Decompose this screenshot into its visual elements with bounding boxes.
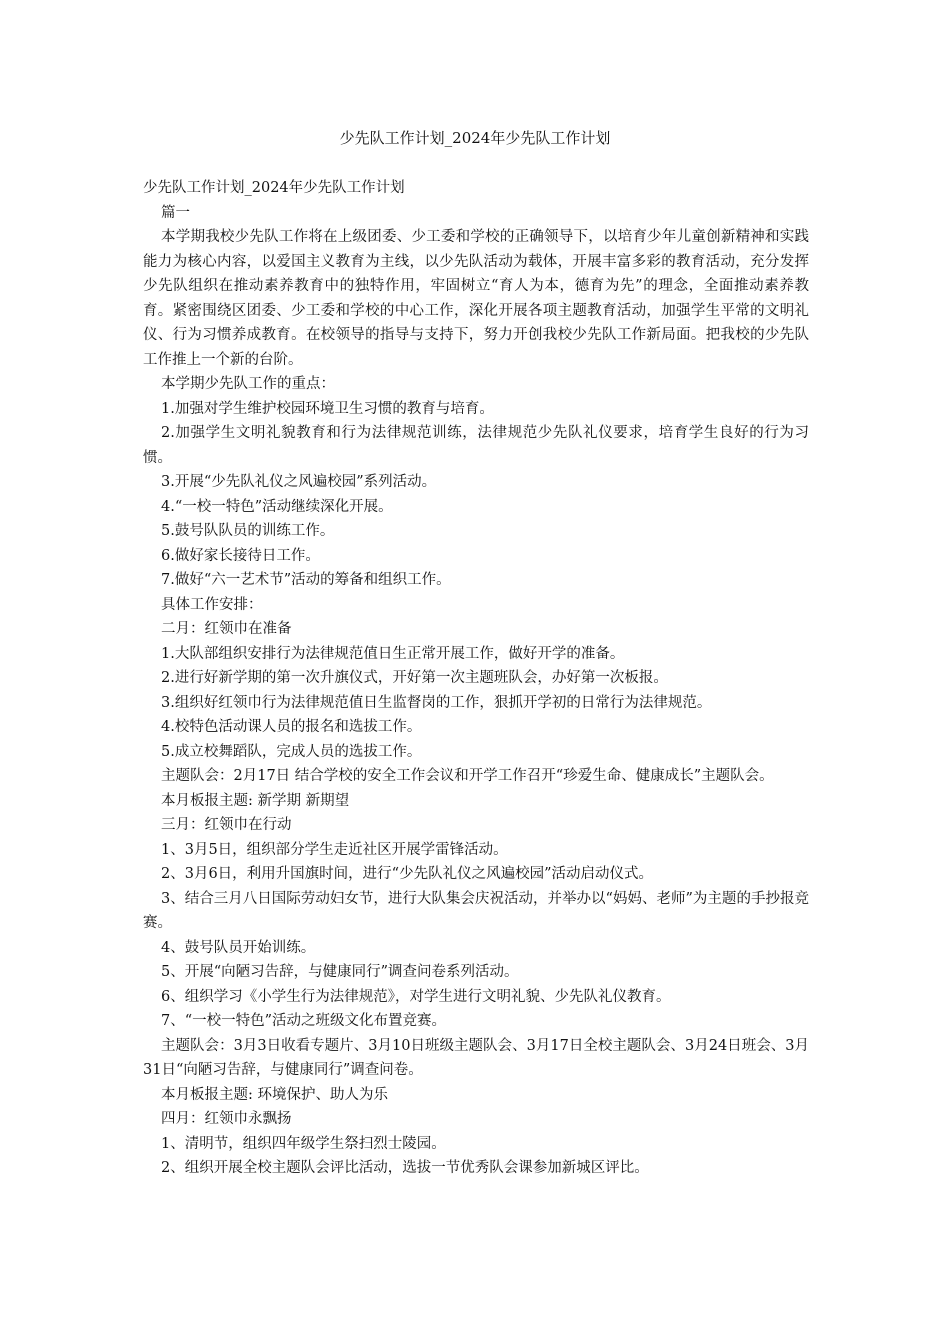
feb-item: 1.大队部组织安排行为法律规范值日生正常开展工作，做好开学的准备。 (161, 645, 625, 662)
mar-item: 5、开展“向陋习告辞，与健康同行”调查问卷系列活动。 (161, 964, 519, 980)
document-title: 少先队工作计划_2024年少先队工作计划 (339, 129, 611, 147)
mar-item: 7、“一校一特色”活动之班级文化布置竞赛。 (161, 1013, 447, 1029)
mar-theme-meeting: 主题队会：3月3日收看专题片、3月10日班级主题队会、3月17日全校主题队会、3月24日班会、3月31日“向陋习告辞，与健康同行”调查问卷。 (143, 1037, 809, 1078)
focus-item: 2.加强学生文明礼貌教育和行为法律规范训练，法律规范少先队礼仪要求，培育学生良好的行为习惯。 (143, 425, 809, 466)
month-heading-mar: 三月：红领巾在行动 (161, 817, 292, 833)
mar-item: 3、结合三月八日国际劳动妇女节，进行大队集会庆祝活动，并举办以“妈妈、老师”为主题的手抄报竞赛。 (143, 890, 809, 931)
mar-item: 6、组织学习《小学生行为法律规范》，对学生进行文明礼貌、少先队礼仪教育。 (161, 988, 671, 1005)
feb-item: 4.校特色活动课人员的报名和选拔工作。 (161, 719, 422, 735)
feb-item: 3.组织好红领巾行为法律规范值日生监督岗的工作，狠抓开学初的日常行为法律规范。 (161, 694, 712, 711)
mar-item: 1、3月5日，组织部分学生走近社区开展学雷锋活动。 (161, 841, 508, 858)
month-heading-apr: 四月：红领巾永飘扬 (161, 1111, 292, 1127)
focus-heading: 本学期少先队工作的重点： (161, 376, 335, 392)
feb-theme-meeting: 主题队会：2月17日 结合学校的安全工作会议和开学工作召开“珍爱生命、健康成长”主题队会。 (161, 768, 774, 784)
schedule-heading: 具体工作安排： (161, 596, 263, 613)
document-body (143, 176, 809, 1181)
section-label: 篇一 (161, 204, 190, 221)
focus-item: 6.做好家长接待日工作。 (161, 547, 320, 564)
focus-item: 5.鼓号队队员的训练工作。 (161, 523, 335, 539)
focus-item: 1.加强对学生维护校园环境卫生习惯的教育与培育。 (161, 400, 494, 417)
mar-item: 2、3月6日，利用升国旗时间，进行“少先队礼仪之风遍校园”活动启动仪式。 (161, 866, 653, 882)
month-heading-feb: 二月：红领巾在准备 (161, 621, 292, 637)
intro-paragraph: 本学期我校少先队工作将在上级团委、少工委和学校的正确领导下，以培育少年儿童创新精神和实践能力为核心内容，以爱国主义教育为主线，以少先队活动为载体，开展丰富多彩的教育活动，充分发挥少先队组织在推动素养教育中的独特作用，牢固树立“育人为本，德育为先”的理念，全面推动素养教育。紧密围绕区团委、少工委和学校的中心工作，深化开展各项主题教育活动，加强学生平常的文明礼仪、行为习惯养成教育。在校领导的指导与支持下，努力开创我校少先队工作新局面。把我校的少先队工作推上一个新的台阶。 (143, 229, 809, 368)
apr-item: 2、组织开展全校主题队会评比活动，选拔一节优秀队会课参加新城区评比。 (161, 1160, 649, 1176)
mar-board-theme: 本月板报主题: 环境保护、助人为乐 (161, 1086, 388, 1103)
mar-item: 4、鼓号队员开始训练。 (161, 939, 316, 956)
feb-board-theme: 本月板报主题: 新学期 新期望 (161, 792, 350, 809)
body-heading: 少先队工作计划_2024年少先队工作计划 (143, 180, 405, 196)
focus-item: 7.做好“六一艺术节”活动的筹备和组织工作。 (161, 572, 451, 588)
feb-item: 2.进行好新学期的第一次升旗仪式，开好第一次主题班队会，办好第一次板报。 (161, 670, 668, 686)
apr-item: 1、清明节，组织四年级学生祭扫烈士陵园。 (161, 1135, 446, 1152)
focus-item: 4.“一校一特色”活动继续深化开展。 (161, 498, 393, 515)
feb-item: 5.成立校舞蹈队，完成人员的选拔工作。 (161, 743, 422, 760)
focus-item: 3.开展“少先队礼仪之风遍校园”系列活动。 (161, 474, 437, 490)
